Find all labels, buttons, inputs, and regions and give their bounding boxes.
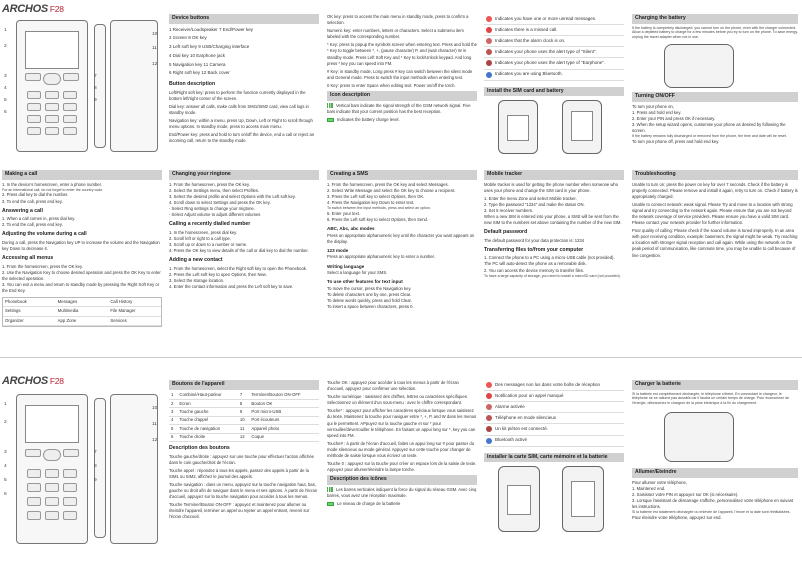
callout-4: 4 <box>4 464 7 469</box>
paragraph: Touche Terminer/Bouton ON-OFF : appuyez et maintenez pour allumer ou éteindre l'appareil, terminer un appel ou rejeter un appel entrant, revenir sur l'écran d'accueil. <box>169 502 310 520</box>
list-item: 2 Screen 8 OK key <box>169 35 207 41</box>
paragraph: Dial key: answer all calls, make calls from SIM1/SIM2 card, view call logs in standby mode. <box>169 103 309 115</box>
turn-on-off-title: Turning ON/OFF <box>632 92 798 102</box>
step: 3. Scroll up or down to a number or name. <box>169 241 248 247</box>
paragraph: Touche* : appuyez pour afficher les caractères spéciaux lorsque vous saisissez du texte. Maintenez la touche pour naviguer entre *, +, P, and W dans les menus qui le permettent. APpuyez sur la touche gauche et sur * pour verrouiller/déverrouiller le téléphone. En faisant un appui long sur *, key you can speed into FM. <box>327 408 477 438</box>
step: To delete words quickly, press and hold Clear. <box>327 298 412 304</box>
callout-6: 6 <box>4 492 7 497</box>
step: - Select Adjust volume to adjust different volumes <box>169 212 261 217</box>
troubleshooting-panel <box>632 170 798 352</box>
keypad-key <box>63 483 77 492</box>
keypad-key <box>27 469 41 478</box>
step: 4. Enter the contact information and press the Left soft key to save. <box>169 283 294 289</box>
note: To switch between the input methods, press and select an option. <box>327 205 431 210</box>
paragraph: Touche 0 : appuyez sur la touche pour créer un espace lors de la saisie de texte. Appuyez pour allumer/éteindre la lampe torche. <box>327 461 477 473</box>
table-row: 2 Ecran 8 Bouton OK <box>169 399 319 407</box>
icon-row: Bluetooth activé <box>484 436 624 447</box>
charging-panel <box>632 14 798 169</box>
paragraph: * Key: press to popup the symbols screen when entering text. Press and hold the * Key to toggle between *, +, (pause character) P, and (wait character) W in standby mode. Press Left Soft Key and * Key to lock/Unlock keypad. And long press * key you can speed into FM. <box>327 42 477 66</box>
new-contact-title: Adding a new contact <box>169 257 223 263</box>
paragraph: End/Power key: press and hold to turn on/off the device, end a call or reject an incoming call, return to the standby mode. <box>169 132 315 144</box>
step: To insert a space between characters, press 0. <box>327 304 414 310</box>
accessing-menus-title: Accessing all menus <box>2 255 54 262</box>
callout-11: 11 <box>152 46 157 51</box>
note: For an international call, do not forget to enter the country code. <box>2 187 104 192</box>
step: 1. From the homescreen, select the Right soft key to open the Phonebook. <box>169 265 308 271</box>
sms-title: Creating a SMS <box>327 170 477 180</box>
turn-on-note: Si la batterie est totalement déchargée ou enlevée de l'appareil, l'heure et la date sont réinitialisées. <box>632 510 791 515</box>
menu-item: Multimedia <box>56 307 109 316</box>
icon-row: Notification pour un appel manqué <box>484 391 624 402</box>
charging-text: If the battery is completely discharged, you cannot turn on the phone, even with the charger connected. Allow a depleted battery to charge for a few minutes before you try to turn on the phone. To save energy, unplug the travel adapter when not in use. <box>632 25 798 40</box>
message-icon <box>486 16 492 22</box>
paragraph: Mobile tracker is used for getting the phone number when someone who uses your phone and change the SIM card in your phone. <box>484 181 619 193</box>
icon-row: Alarme activée <box>484 402 624 413</box>
turn-on-step: To turn your phone on, <box>632 103 674 109</box>
paragraph: The default password for your data protection is: 1234 <box>484 237 585 243</box>
alarm-icon <box>486 404 492 410</box>
step: 4. Press the OK key to view details of the call or dial key to dial the number. <box>169 247 309 253</box>
turn-on-step: Pour allumer votre téléphone, <box>632 479 687 485</box>
icon-row: Des messages non lus dans votre boîte de réception <box>484 380 624 391</box>
paragraph: Touche navigation : dans un menu, appuyez sur la touche navigation haut, bas, gauche ou droit afin de naviguer dans le menu et ses options. À partir de l'écran d'accueil, appuyez sur la touche navigation pour accéder à tous les menus. <box>169 481 318 500</box>
note: To have a large capacity of storage, you need to install a microSD card (not provided). <box>484 273 621 278</box>
turn-off-step: Pour éteindre votre téléphone, appuyez sur end. <box>632 514 722 520</box>
paragraph: Press an appropriate alphanumeric key to enter a number. <box>327 254 436 260</box>
abc-mode-title: ABC, Abc, abc modes <box>327 225 375 231</box>
charger-illustration <box>632 40 798 92</box>
step: 2. Press the Left soft key to open Options, then New. <box>169 271 267 277</box>
phone-back-image <box>110 394 158 544</box>
icon-row: Indicates there is a missed call. <box>484 25 624 36</box>
callout-2: 2 <box>4 420 7 425</box>
left-soft-key-image <box>25 73 41 81</box>
battery-icon-row: Le niveau de charge de la batterie <box>327 501 477 507</box>
making-call-panel <box>2 170 162 352</box>
keypad-key <box>27 127 41 135</box>
step: 2. Use the Navigation Key to choose desired operation and press the OK Key to enter the selected operation. <box>2 269 161 281</box>
charging-title: Charger la batterie <box>632 380 798 390</box>
charging-panel-fr <box>632 380 798 570</box>
sim-install-illustration <box>484 98 624 156</box>
earphone-icon <box>486 60 492 66</box>
keypad-key <box>45 127 59 135</box>
paragraph: Unable to turn on: press the power on key for over 7 seconds. Check if the battery is properly connected. Please remove and install it again, retry to turn on. Check if battery is appropriately charged. <box>632 181 798 199</box>
callout-11: 11 <box>152 422 157 427</box>
table-row: 6 Touche droite 12 Coque <box>169 433 319 441</box>
keypad-key <box>27 511 41 520</box>
step: 1. In the homescreen, press dial key. <box>169 229 238 235</box>
phone-back-image <box>110 20 158 152</box>
sim-install-illustration <box>484 464 624 538</box>
keypad-key <box>63 469 77 478</box>
turn-on-step: 3. When the setup wizard opens, customise your phone as desired by following the screen. <box>632 121 786 133</box>
callout-1: 1 <box>4 402 7 407</box>
step: 3. Select the storage location. <box>169 277 225 283</box>
paragraph: Left/Right soft key: press to perform the function currently displayed in the bottom left/right corner of the screen. <box>169 89 306 101</box>
icon-row: Téléphone en mode silencieux <box>484 413 624 424</box>
paragraph: Touche OK : appuyez pour accéder à tous les menus à partir de l'écran d'accueil, appuyez pour confirmer une sélection. <box>327 380 459 392</box>
step: 2. To end the call, press end key. <box>2 222 63 228</box>
step: 6. Press the Left soft key to select Options, then Send. <box>327 216 429 222</box>
brand-logo: ARCHOS F28 <box>2 3 64 15</box>
step: 2. Press dial key to dial the number. <box>2 192 69 198</box>
icon-row: Indicates your phone uses the alert type of "Silent". <box>484 47 624 58</box>
callout-8: 8 <box>94 464 97 469</box>
keypad-key <box>63 497 77 506</box>
signal-icon-row: Vertical bars indicate the signal strength of the GSM network signal. Five bars indicate that your current position has the best reception. <box>327 102 471 114</box>
callout-7: 7 <box>94 74 97 79</box>
paragraph: Press an appropriate alphanumeric key until the character you want appears on the display. <box>327 232 475 244</box>
step: 3. Select the desired profile and select Options with the Left soft key. <box>169 193 296 199</box>
step: 2. Select the Settings menu, then select Profiles. <box>169 187 260 193</box>
paragraph: During a call, press the Navigation key UP to increase the volume and the Navigation key Down to decrease it. <box>2 239 160 251</box>
123-mode-title: 123 mode <box>327 247 349 253</box>
step: 1. From the homescreen, press the OK key. <box>2 263 83 269</box>
phone-screen-image <box>25 405 79 443</box>
navigation-key-image <box>43 73 61 85</box>
turn-on-step: 3. Lorsque l'assistant de démarrage s'affiche, personnalisez votre téléphone en suivant les instructions. <box>632 497 794 509</box>
step: 3. You can exit a menu and return to standby mode by pressing the Right Soft Key or the End Key. <box>2 281 160 293</box>
paragraph: Touche gauche/droite : appuyez sur une touche pour effectuer l'action affichée dans le coin gauche/droit de l'écran. <box>169 453 314 465</box>
step: 1. Enter the menu Zone and select Mobile tracker. <box>484 195 577 201</box>
callout-4: 4 <box>4 86 7 91</box>
keypad-key <box>45 497 59 506</box>
list-item: 3 Left soft key 9 USB/Charging interface <box>169 44 250 50</box>
message-icon <box>486 382 492 388</box>
table-row: 3 Touche gauche 9 Port micro-USB <box>169 408 319 416</box>
missed-call-icon <box>486 393 492 399</box>
table-row: 1 Combiné/Haut-parleur 7 Terminer/Bouton ON-OFF <box>169 392 319 400</box>
charging-text: Si la batterie est complètement déchargée, le téléphone s'éteint. En connectant le chargeur, le téléphone ne se rallume pas aussitôt car il faudra un certain temps de charge. Pour économiser de l'énergie, débranchez le chargeur de la prise électrique à la fin du chargement. <box>632 391 790 406</box>
menu-item: File Manager <box>108 307 161 316</box>
callout-9: 9 <box>94 98 97 103</box>
silent-icon <box>486 415 492 421</box>
callout-3: 3 <box>4 74 7 79</box>
paragraph: Select a language for your SMS. <box>327 270 388 276</box>
button-description-title: Button description <box>169 81 216 88</box>
device-buttons-list <box>169 26 319 79</box>
other-features-title: To use other features for text input <box>327 279 403 285</box>
left-soft-key-image <box>25 449 41 457</box>
paragraph: Navigation key: within a menu, press Up, Down, Left or Right to scroll through menu options. In standby mode, press to access main menu. <box>169 118 313 130</box>
making-call-title: Making a call <box>2 170 162 180</box>
icon-row: Indicates your phone uses the alert type of "Earphone". <box>484 58 624 69</box>
step: 2. Type the password "1234" and make the status ON. <box>484 201 585 207</box>
phone-illustration-panel-fr <box>2 374 162 570</box>
keypad-key <box>63 103 77 111</box>
step: 2. Select Write Message and select the OK key to choose a recipient. <box>327 187 456 193</box>
callout-10: 10 <box>152 406 158 411</box>
keypad-key <box>45 469 59 478</box>
paragraph: Touche# : à partir de l'écran d'accueil, faites un appui long sur # pour passer du mode silencieux au mode général. Appuyez sur cette touche pour changer de méthode de saisie lorsque vous écrivez un texte. <box>327 440 475 459</box>
callout-5: 5 <box>4 478 7 483</box>
earphone-icon <box>486 426 492 432</box>
battery-icon-row: Indicates the battery charge level. <box>327 117 477 123</box>
device-buttons-panel <box>169 14 319 169</box>
icon-row: Indicates you are using Bluetooth. <box>484 70 624 81</box>
keypad-key <box>63 511 77 520</box>
callout-8: 8 <box>94 86 97 91</box>
mobile-tracker-title: Mobile tracker <box>484 170 624 180</box>
paragraph: Unable to connect network: weak signal. Please Try and move to a location with strong signal and try connecting to the network again. Please ensure that you are not beyond the network coverage of service providers. Please ensure you have a valid SIM card. Please contact your network provider for further information. <box>632 201 793 226</box>
step: 1. From the homescreen, press the OK key. <box>169 181 250 187</box>
callout-7: 7 <box>94 450 97 455</box>
turn-on-step: 2. Saisissez votre PIN et appuyez sur OK (si nécessaire). <box>632 491 739 497</box>
step: 1. Connect the phone to a PC using a micro-USB cable (not provided). <box>484 255 615 261</box>
device-buttons-table <box>169 392 319 442</box>
turn-on-note: If the battery remains fully discharged or removed from the phone, the time and date will be reset. <box>632 134 787 139</box>
callout-6: 6 <box>4 110 7 115</box>
paragraph: Numeric key: enter numbers, letters or characters. Select a submenu item labeled with the corresponding number. <box>327 28 464 40</box>
step: - Select Ring settings to change your ringtone. <box>169 205 255 211</box>
keypad-key <box>27 483 41 492</box>
charging-title: Charging the battery <box>632 14 798 24</box>
paragraph: Touche numérique : saisissez des chiffres, lettres ou caractères spécifiques. Sélectionnez un élément d'un sous-menu : avec le chiffre correspondant. <box>327 394 468 406</box>
step: 4. Scroll down to select Settings and press the OK key. <box>169 199 271 205</box>
step: 1. In the device's homescreen, enter a phone number. <box>2 181 102 187</box>
install-sim-title: Installer la carte SIM, carte mémoire et la batterie <box>484 453 624 463</box>
paragraph: Poor quality of calling: Please check if the sound volume is tuned improperly. In an area with poor receiving condition, example: basement, the signal might be weak. Try reaching a location with stronger signal reception and call again. While using the network on the peak period of communication, like commute time, you may be unable to call because of line congestion. <box>632 228 798 258</box>
step: 1. When a call comes in, press dial key. <box>2 216 76 222</box>
keypad-key <box>63 127 77 135</box>
missed-call-icon <box>486 27 492 33</box>
menu-item: Organizer <box>3 317 56 326</box>
turn-on-step: 1. Press and hold end key. <box>632 109 682 115</box>
keypad-key <box>27 103 41 111</box>
icon-row: Indicates you have one or more unread messages. <box>484 14 624 25</box>
ringtone-panel <box>169 170 319 352</box>
icon-description-title: Icon description <box>327 91 477 101</box>
turn-on-step: 1. Maintenez end. <box>632 485 666 491</box>
paragraph: When a new SIM is entered into your phone, a SMS will be sent from the new SIM to the numbers set above containing the number of the new SIM. <box>484 214 622 226</box>
phone-front-image <box>16 20 88 152</box>
step: 2. Scroll left or right to a call type. <box>169 235 231 241</box>
recent-number-title: Calling a recently dialled number <box>169 221 251 228</box>
brand-logo: ARCHOS F28 <box>2 375 64 387</box>
step: To move the cursor, press the Navigation key. <box>327 285 412 291</box>
keys-panel-fr <box>327 380 477 570</box>
menu-grid <box>2 297 162 327</box>
navigation-key-image <box>43 449 61 461</box>
paragraph: Touche appel : répondez à tous les appels, passez des appels à partir de la SIM1 ou SIM2, affichez le journal des appels. <box>169 467 309 479</box>
adjust-volume-title: Adjusting the volume during a call <box>2 231 87 238</box>
keypad-key <box>27 115 41 123</box>
button-description-title: Description des boutons <box>169 444 230 451</box>
keypad-key <box>45 91 59 99</box>
list-item: 6 Right soft key 12 Back cover <box>169 70 230 76</box>
ringtone-title: Changing your ringtone <box>169 170 319 180</box>
menu-item: Phonebook <box>3 298 56 307</box>
right-soft-key-image <box>63 449 79 457</box>
answering-call-title: Answering a call <box>2 207 43 214</box>
keypad-key <box>45 115 59 123</box>
step: To delete characters one by one, press Clear. <box>327 292 412 298</box>
icon-row: Un kit piéton est connecté. <box>484 424 624 435</box>
status-icons-panel <box>484 14 624 169</box>
default-password-title: Default password <box>484 229 528 236</box>
callout-5: 5 <box>4 98 7 103</box>
tracker-panel <box>484 170 624 352</box>
keys-panel <box>327 14 477 169</box>
callout-10: 10 <box>152 32 158 37</box>
battery-icon <box>327 502 334 506</box>
keypad-key <box>27 91 41 99</box>
callout-12: 12 <box>152 438 158 443</box>
menu-item: Settings <box>3 307 56 316</box>
turn-on-step: 2. Enter your PIN and press OK if necessary. <box>632 115 716 121</box>
paragraph: 0 Key: press to enter Space when editing text. Power on/off the torch. <box>327 82 456 88</box>
list-item: 5 Navigation key 11 Camera <box>169 61 226 67</box>
menu-item: Services <box>108 317 161 326</box>
device-buttons-title: Device buttons <box>169 14 319 24</box>
menu-item: Call History <box>108 298 161 307</box>
phone-screen-image <box>25 31 79 69</box>
keypad-key <box>45 103 59 111</box>
step: 3. Press the Left soft key to select Options, then OK. <box>327 193 425 199</box>
paragraph: # Key: in standby mode, Long press # key can switch between the silent mode and General mode. Press to switch the input methods when entering text. <box>327 68 473 80</box>
right-soft-key-image <box>63 73 79 81</box>
step: The PC will auto-detect the phone as a removable disk. <box>484 261 587 267</box>
step: 4. Press the Navigation key Down to enter text. <box>327 199 415 205</box>
turn-off-step: To turn your phone off, press and hold end key. <box>632 138 720 144</box>
callout-12: 12 <box>152 62 158 67</box>
charger-illustration <box>632 406 798 468</box>
keypad-key <box>45 511 59 520</box>
install-sim-title: Install the SIM card and battery <box>484 87 624 97</box>
table-row: 5 Touche de navigation 11 Appareil photo <box>169 425 319 433</box>
keypad-key <box>63 91 77 99</box>
keypad-key <box>63 115 77 123</box>
signal-bars-icon <box>327 103 333 108</box>
callout-1: 1 <box>4 28 7 33</box>
alarm-icon <box>486 38 492 44</box>
keypad-key <box>45 483 59 492</box>
menu-item: Messages <box>56 298 109 307</box>
device-buttons-title: Boutons de l'appareil <box>169 380 319 390</box>
sms-panel <box>327 170 477 352</box>
callout-2: 2 <box>4 44 7 49</box>
battery-icon <box>327 118 334 122</box>
keypad-key <box>27 497 41 506</box>
icon-description-title: Description des icônes <box>327 475 477 485</box>
troubleshooting-title: Troubleshooting <box>632 170 798 180</box>
transfer-files-title: Transferring files to/from your computer <box>484 246 584 253</box>
list-item: 1 Receiver/Loudspeaker 7 End/Power key <box>169 26 254 32</box>
menu-item: App Zone <box>56 317 109 326</box>
writing-language-title: Writing language <box>327 263 365 269</box>
bluetooth-icon <box>486 72 492 78</box>
silent-icon <box>486 49 492 55</box>
phone-front-image <box>16 394 88 544</box>
step: 1. From the homescreen, press the OK key and select Messages. <box>327 181 449 187</box>
list-item: 4 Dial key 10 Earphone jack <box>169 52 226 58</box>
step: 5. Enter your text. <box>327 210 361 216</box>
icon-row: Indicates that the alarm clock is on. <box>484 36 624 47</box>
phone-illustration-panel <box>2 2 162 165</box>
section-divider <box>0 357 802 358</box>
table-row: 4 Touche d'appel 10 Port écouteurs <box>169 416 319 424</box>
device-buttons-panel-fr <box>169 380 319 570</box>
callout-9: 9 <box>94 478 97 483</box>
paragraph: OK key: press to access the main menu in standby mode, press to confirm a selection. <box>327 14 469 26</box>
step: 3. Set 5 receiver numbers. <box>484 207 534 213</box>
turn-on-off-title: Allumer/Eteindre <box>632 468 798 478</box>
step: 3. To end the call, press end key. <box>2 198 63 204</box>
signal-icon-row: Les barres verticales indiquent la force du signal du réseau GSM. Avec cinq barres, vous avez une réception maximale. <box>327 486 477 498</box>
step: 2. You can access the device memory to transfer files. <box>484 267 585 273</box>
status-icons-panel-fr <box>484 380 624 570</box>
signal-bars-icon <box>327 487 333 492</box>
callout-3: 3 <box>4 450 7 455</box>
bluetooth-icon <box>486 438 492 444</box>
